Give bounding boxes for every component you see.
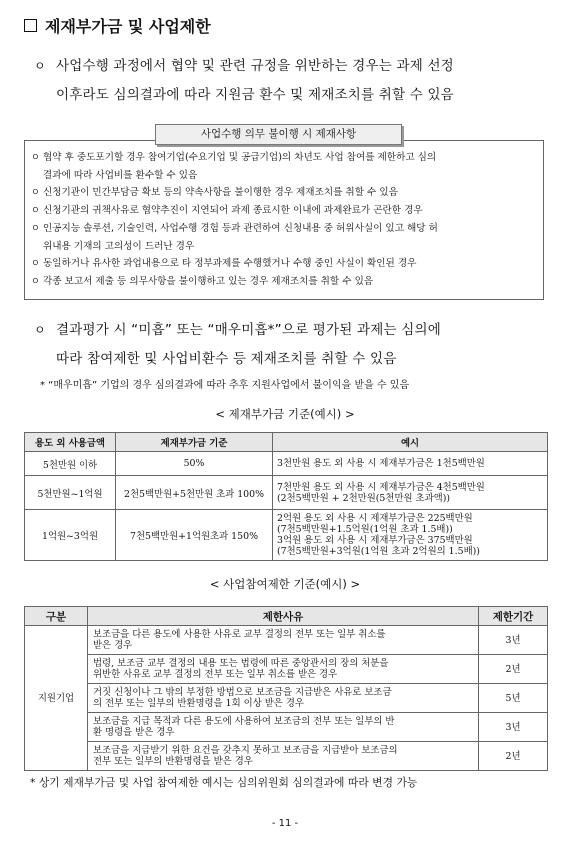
notice-text: 신청기관이 민간부담금 확보 등의 약속사항을 불이행한 경우 제재조치를 취할 수 있음 — [43, 187, 398, 198]
paragraph-line: 따라 참여제한 및 사업비환수 등 제재조치를 취할 수 있음 — [56, 351, 397, 367]
table-cell — [273, 510, 548, 561]
period-cell: 5년 — [479, 684, 548, 713]
table-row — [25, 476, 548, 510]
table-row — [25, 713, 548, 742]
table-row — [25, 684, 548, 713]
column-header: 제재부가금 기준 — [116, 433, 273, 452]
example-line: 3천만원 용도 외 사용 시 제재부가금은 1천5백만원 — [277, 458, 485, 469]
table-cell: 2천5백만원+5천만원 초과 100% — [116, 476, 273, 510]
table-cell: 1억원~3억원 — [25, 510, 116, 561]
example-line: 7천만원 용도 외 사용 시 제재부가금은 4천5백만원 — [277, 481, 485, 493]
notice-text: 신청기관의 귀책사유로 협약추진이 지연되어 과제 종료시한 이내에 과제완료가 곤란한 경우 — [43, 205, 423, 216]
reason-line: 위반한 사유로 교부 결정의 전부 또는 일부 취소를 받은 경우 — [93, 669, 338, 680]
notice-item — [31, 273, 537, 291]
bullet-circle-icon: ㅇ — [31, 259, 40, 269]
notice-item — [31, 184, 537, 202]
paragraph-line: 결과평가 시 “미흡” 또는 “매우미흡*”으로 평가된 과제는 심의에 — [56, 322, 441, 338]
table-row — [25, 510, 548, 561]
table-row — [25, 655, 548, 684]
paragraph-sanctions — [34, 52, 454, 110]
restriction-table — [24, 606, 548, 771]
notice-item — [31, 149, 537, 184]
column-header: 예시 — [273, 433, 548, 452]
table-cell — [273, 476, 548, 510]
notice-item — [31, 202, 537, 220]
period-cell: 3년 — [479, 713, 548, 742]
group-cell: 지원기업 — [25, 626, 88, 771]
bullet-circle-icon: ㅇ — [31, 153, 40, 163]
notice-title: 사업수행 의무 불이행 시 제재사항 — [155, 124, 402, 145]
table-row — [25, 626, 548, 655]
reason-line: 거짓 신청이나 그 밖의 부정한 방법으로 보조금을 지급받은 사유로 보조금 — [93, 687, 392, 698]
reason-line: 의 전부 또는 일부의 반환명령을 1회 이상 받은 경우 — [93, 698, 304, 709]
notice-item — [31, 255, 537, 273]
bullet-circle-icon: ㅇ — [34, 59, 46, 73]
example-line: (7천5백만원+3억원(1억원 초과 2억원의 1.5배)) — [277, 546, 480, 557]
table-cell — [273, 452, 548, 476]
reason-cell — [88, 626, 479, 655]
notice-item — [31, 220, 537, 255]
bullet-circle-icon: ㅇ — [31, 206, 40, 216]
reason-cell — [88, 713, 479, 742]
notice-text: 각종 보고서 제출 등 의무사항을 불이행하고 있는 경우 제재조치를 취할 수 있음 — [43, 276, 374, 287]
paragraph-line: 이후라도 심의결과에 따라 지원금 환수 및 제재조치를 취할 수 있음 — [56, 87, 454, 103]
example-line: 3억원 용도 외 사용 시 제재부가금은 375백만원 — [277, 535, 473, 546]
reason-cell — [88, 684, 479, 713]
notice-text: 협약 후 중도포기할 경우 참여기업(수요기업 및 공급기업)의 차년도 사업 참여를 제한하고 심의 — [43, 152, 437, 163]
reason-line: 보조금을 다른 용도에 사용한 사유로 교부 결정의 전부 또는 일부 취소를 — [93, 629, 386, 640]
reason-line: 보조금을 지급받기 위한 요건을 갖추지 못하고 보조금을 지급받아 보조금의 — [93, 745, 398, 756]
notice-text: 인공지능 솔루션, 기술인력, 사업수행 경험 등과 관련하여 신청내용 중 허위사실이 있고 해당 허 — [43, 223, 438, 234]
table-row — [25, 452, 548, 476]
example-line: (2천5백만원 + 2천만원(5천만원 초과액)) — [277, 492, 451, 504]
paragraph-evaluation — [34, 316, 441, 374]
bullet-circle-icon: ㅇ — [31, 277, 40, 287]
bullet-circle-icon: ㅇ — [31, 224, 40, 234]
reason-line: 받은 경우 — [93, 640, 133, 651]
bullet-circle-icon: ㅇ — [31, 188, 40, 198]
footnote: * “매우미흡” 기업의 경우 심의결과에 따라 추후 지원사업에서 불이익을 받을 수 있음 — [40, 380, 410, 391]
table-cell: 50% — [116, 452, 273, 476]
notice-text: 위내용 기재의 고의성이 드러난 경우 — [43, 241, 195, 252]
page-number: - 11 - — [271, 818, 299, 829]
column-header: 제한사유 — [88, 607, 479, 626]
footer-note: * 상기 제재부가금 및 사업 참여제한 예시는 심의위원회 심의결과에 따라 변경 가능 — [30, 776, 418, 789]
period-cell: 2년 — [479, 655, 548, 684]
reason-line: 전부 또는 일부의 반환명령을 받은 경우 — [93, 756, 253, 767]
column-header: 구분 — [25, 607, 88, 626]
reason-cell — [88, 655, 479, 684]
table1-caption: < 제재부가금 기준(예시) > — [215, 407, 355, 421]
table-cell: 7천5백만원+1억원초과 150% — [116, 510, 273, 561]
notice-text: 결과에 따라 사업비를 환수할 수 있음 — [43, 170, 198, 181]
reason-line: 법령, 보조금 교부 결정의 내용 또는 법령에 따른 중앙관서의 장의 처분을 — [93, 658, 389, 669]
table2-caption: < 사업참여제한 기준(예시) > — [209, 577, 361, 591]
example-line: 2억원 용도 외 사용 시 제재부가금은 225백만원 — [277, 513, 473, 524]
notice-box — [24, 140, 544, 300]
table-cell: 5천만원 이하 — [25, 452, 116, 476]
reason-cell — [88, 742, 479, 771]
notice-text: 동일하거나 유사한 과업내용으로 타 정부과제를 수행했거나 수행 중인 사실이 확인된 경우 — [43, 258, 417, 269]
bullet-circle-icon: ㅇ — [34, 323, 46, 337]
period-cell: 3년 — [479, 626, 548, 655]
period-cell: 2년 — [479, 742, 548, 771]
table-row — [25, 742, 548, 771]
paragraph-line: 사업수행 과정에서 협약 및 관련 규정을 위반하는 경우는 과제 선정 — [56, 58, 454, 74]
reason-line: 환 명령을 받은 경우 — [93, 727, 175, 738]
checkbox-square-icon — [24, 19, 37, 32]
column-header: 제한기간 — [479, 607, 548, 626]
reason-line: 보조금을 지급 목적과 다른 용도에 사용하여 보조금의 전부 또는 일부의 반 — [93, 716, 395, 727]
section-heading — [24, 14, 211, 37]
section-title: 제재부가금 및 사업제한 — [45, 17, 211, 36]
table-cell: 5천만원~1억원 — [25, 476, 116, 510]
column-header: 용도 외 사용금액 — [25, 433, 116, 452]
example-line: (7천5백만원+1.5억원(1억원 초과 1.5배)) — [277, 524, 453, 535]
penalty-table — [24, 432, 548, 561]
